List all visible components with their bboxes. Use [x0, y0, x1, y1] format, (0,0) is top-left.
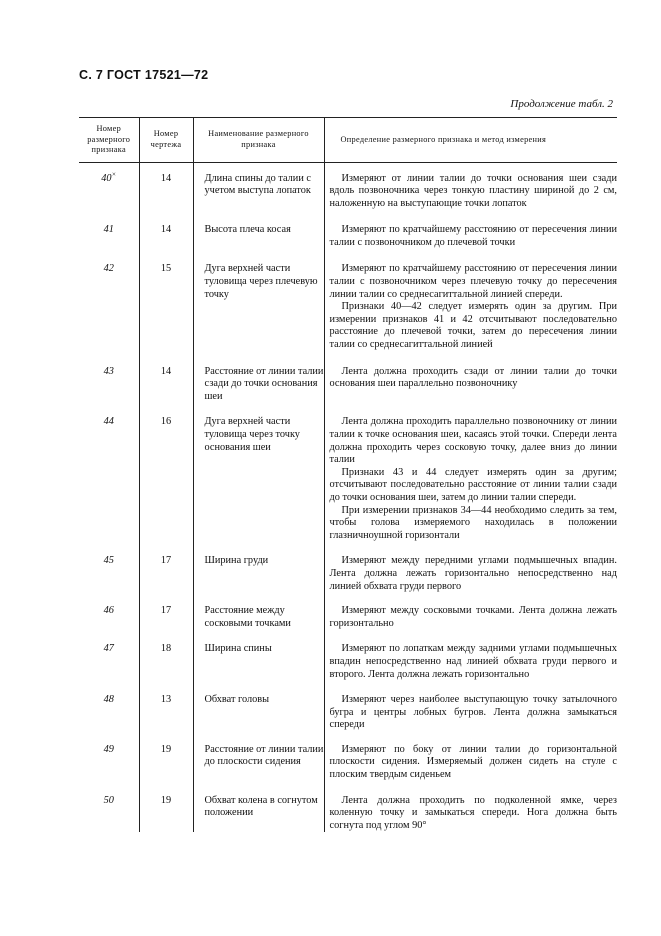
definition-paragraph: Измеряют через наиболее выступающую точку затылочного бугра и центры лобных бугров. Лента должна замыкаться спереди — [329, 694, 617, 731]
table-continuation-label: Продолжение табл. 2 — [510, 98, 613, 110]
table-row — [79, 210, 617, 249]
feature-number-value: 50 — [103, 794, 114, 806]
definition-paragraph: Измеряют по боку от линии талии до горизонтальной плоскости сидения. Измеряемый должен сидеть на стуле с плоским твердым сиденьем — [329, 743, 617, 781]
feature-definition — [324, 542, 617, 593]
feature-number — [79, 681, 139, 732]
feature-number — [79, 593, 139, 630]
table-header-row — [79, 118, 617, 163]
header-drawing-number: Номер чертежа — [139, 118, 193, 163]
page-header: С. 7 ГОСТ 17521—72 — [79, 68, 209, 82]
drawing-number: 14 — [139, 210, 193, 249]
feature-number — [79, 403, 139, 542]
table-row — [79, 681, 617, 732]
feature-number — [79, 732, 139, 782]
feature-name: Дуга верхней части туловища через плечевую точку — [193, 249, 324, 351]
definition-paragraph: Измеряют по кратчайшему расстоянию от пересечения линии талии с позвоночником до плечевой точки — [329, 224, 617, 248]
feature-name: Расстояние от линии талии до плоскости сидения — [193, 732, 324, 782]
definition-paragraph: Лента должна проходить сзади от линии талии до точки основания шеи параллельно позвоночнику — [329, 365, 617, 390]
feature-name: Ширина груди — [193, 542, 324, 593]
feature-name: Обхват колена в согнутом положении — [193, 782, 324, 833]
header-definition-method: Определение размерного признака и метод измерения — [324, 118, 617, 163]
feature-definition — [324, 352, 617, 404]
table-row — [79, 162, 617, 210]
feature-number — [79, 249, 139, 351]
table-row — [79, 403, 617, 542]
feature-number-value: 42 — [103, 263, 114, 275]
feature-name: Расстояние от линии талии сзади до точки основания шеи — [193, 352, 324, 404]
feature-number-value: 49 — [103, 743, 114, 755]
feature-name: Расстояние между сосковыми точками — [193, 593, 324, 630]
feature-name: Дуга верхней части туловища через точку основания шеи — [193, 403, 324, 542]
drawing-number: 19 — [139, 732, 193, 782]
feature-number — [79, 542, 139, 593]
definition-paragraph: Измеряют от линии талии до точки основания шеи сзади вдоль позвоночника через тонкую пластину шириной до 2 см, наложенную на выступающие точки лопаток — [329, 172, 617, 209]
drawing-number: 17 — [139, 593, 193, 630]
feature-definition — [324, 249, 617, 351]
feature-number — [79, 630, 139, 681]
drawing-number: 18 — [139, 630, 193, 681]
definition-paragraph: Лента должна проходить параллельно позвоночнику от линии талии к точке основания шеи, касаясь этой точки. Спереди лента должна проходить через сосковую точку, далее вниз до линии талии — [329, 416, 617, 466]
feature-number — [79, 352, 139, 404]
drawing-number: 19 — [139, 782, 193, 833]
definition-paragraph: Признаки 43 и 44 следует измерять один за другим; отсчитывают последовательно расстояние от линии талии сзади до точки основания шеи, затем до линии талии спереди. — [329, 466, 617, 503]
drawing-number: 13 — [139, 681, 193, 732]
feature-number — [79, 210, 139, 249]
definition-paragraph: Измеряют между сосковыми точками. Лента должна лежать горизонтально — [329, 605, 617, 629]
table-row — [79, 630, 617, 681]
feature-definition — [324, 732, 617, 782]
feature-name: Длина спины до талии с учетом выступа лопаток — [193, 162, 324, 210]
feature-number — [79, 162, 139, 210]
definition-paragraph: Признаки 40—42 следует измерять один за другим. При измерении признаков 41 и 42 отсчитывают последовательно расстояние до плечевой точки, затем до пересечения линии талии со среднесагиттальной линией — [329, 301, 617, 351]
drawing-number: 14 — [139, 352, 193, 404]
table-row — [79, 593, 617, 630]
table-row — [79, 352, 617, 404]
header-feature-number: Номер размерного признака — [79, 118, 139, 163]
feature-number-value: 46 — [103, 605, 114, 617]
feature-definition — [324, 630, 617, 681]
table-row — [79, 782, 617, 833]
feature-number-value: 44 — [103, 416, 114, 428]
table-row — [79, 542, 617, 593]
feature-number-mark: × — [111, 170, 117, 179]
feature-number-value: 43 — [103, 365, 114, 377]
feature-number-value: 48 — [103, 694, 114, 706]
drawing-number: 16 — [139, 403, 193, 542]
feature-definition — [324, 210, 617, 249]
drawing-number: 17 — [139, 542, 193, 593]
feature-definition — [324, 593, 617, 630]
feature-definition — [324, 162, 617, 210]
table-row — [79, 249, 617, 351]
feature-number-value: 40 — [101, 172, 112, 184]
definition-paragraph: Лента должна проходить по подколенной ямке, через коленную точку и замыкаться спереди. Нога должна быть согнута под углом 90° — [329, 794, 617, 831]
definition-paragraph: При измерении признаков 34—44 необходимо следить за тем, чтобы голова измеряемого находилась в положении глазничноушной горизонтали — [329, 504, 617, 541]
feature-number-value: 47 — [103, 643, 114, 655]
feature-definition — [324, 681, 617, 732]
drawing-number: 14 — [139, 162, 193, 210]
measurements-table — [79, 117, 617, 833]
feature-number-value: 41 — [103, 224, 114, 236]
feature-definition — [324, 403, 617, 542]
drawing-number: 15 — [139, 249, 193, 351]
table-row — [79, 732, 617, 782]
feature-number — [79, 782, 139, 833]
feature-name: Высота плеча косая — [193, 210, 324, 249]
feature-name: Ширина спины — [193, 630, 324, 681]
header-feature-name: Наименование размерного признака — [193, 118, 324, 163]
definition-paragraph: Измеряют по лопаткам между задними углами подмышечных впадин непосредственно над линией обхвата груди первого и второго. Лента должна лежать горизонтально — [329, 643, 617, 680]
feature-number-value: 45 — [103, 555, 114, 567]
definition-paragraph: Измеряют между передними углами подмышечных впадин. Лента должна лежать горизонтально непосредственно над линией обхвата груди первого — [329, 555, 617, 592]
feature-name: Обхват головы — [193, 681, 324, 732]
definition-paragraph: Измеряют по кратчайшему расстоянию от пересечения линии талии с позвоночником через плечевую точку до пересечения линии талии со среднесагиттальной линией спереди. — [329, 263, 617, 300]
feature-definition — [324, 782, 617, 833]
